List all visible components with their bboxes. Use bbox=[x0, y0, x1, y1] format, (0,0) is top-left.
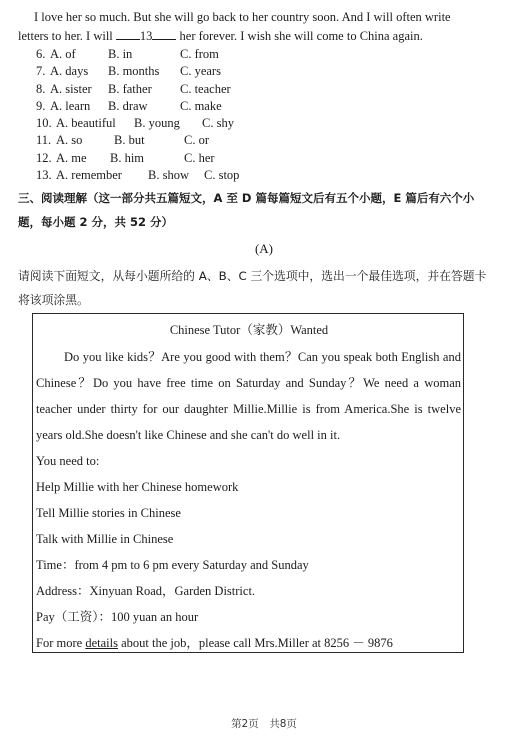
option-b: B. father bbox=[108, 81, 152, 96]
option-b: B. draw bbox=[108, 98, 148, 113]
option-c: C. shy bbox=[202, 116, 234, 131]
part-title: (A) bbox=[254, 241, 274, 256]
option-b: B. in bbox=[108, 47, 133, 61]
option-b: B. months bbox=[108, 64, 160, 79]
question-number: 13. bbox=[36, 168, 52, 183]
question-number: 9. bbox=[36, 98, 46, 113]
option-b: B. but bbox=[114, 133, 145, 148]
details-underlined-word: details bbox=[85, 636, 118, 650]
option-c: C. teacher bbox=[180, 81, 231, 96]
option-c: C. her bbox=[184, 150, 215, 165]
passage-ending bbox=[18, 8, 488, 45]
option-c: C. years bbox=[180, 64, 221, 79]
instruction-text: 请阅读下面短文，从每小题所给的 A、B、C 三个选项中，选出一个最佳选项，并在答题卡将该项涂黑。 bbox=[18, 269, 487, 307]
notice-task: Tell Millie stories in Chinese bbox=[36, 506, 181, 520]
option-a: A. days bbox=[50, 64, 89, 79]
option-c: C. stop bbox=[204, 168, 240, 183]
question-number: 11. bbox=[36, 133, 52, 148]
answer-blank bbox=[116, 26, 140, 40]
question-number: 12. bbox=[36, 150, 52, 165]
option-a: A. so bbox=[56, 133, 83, 148]
notice-pay: Pay（工资）：100 yuan an hour bbox=[36, 610, 199, 624]
notice-time: Time：from 4 pm to 6 pm every Saturday and Sunday bbox=[36, 558, 309, 572]
option-c: C. or bbox=[184, 133, 209, 148]
notice-body bbox=[36, 344, 461, 656]
notice-title: Chinese Tutor（家教）Wanted bbox=[169, 323, 329, 337]
notice-box bbox=[32, 313, 464, 653]
passage-line: letters to her. I will 13 her forever. I wish she will come to China again. bbox=[18, 26, 488, 45]
option-a: A. beautiful bbox=[56, 116, 116, 131]
question-number: 8. bbox=[36, 81, 46, 96]
question-number: 6. bbox=[36, 47, 46, 61]
page-footer: 第2页 共8页 bbox=[231, 718, 297, 730]
notice-line: You need to: bbox=[36, 454, 100, 468]
option-c: C. make bbox=[180, 98, 222, 113]
option-a: A. learn bbox=[50, 98, 91, 113]
option-a: A. me bbox=[56, 150, 87, 165]
option-a: A. remember bbox=[56, 168, 122, 183]
notice-task: Help Millie with her Chinese homework bbox=[36, 480, 239, 494]
notice-address: Address：Xinyuan Road，Garden District. bbox=[36, 584, 256, 598]
passage-line: I love her so much. But she will go back to her country soon. And I will often write bbox=[34, 10, 451, 24]
option-c: C. from bbox=[180, 47, 219, 61]
question-number: 7. bbox=[36, 64, 46, 79]
blank-number: 13 bbox=[139, 29, 153, 43]
option-b: B. him bbox=[110, 150, 145, 165]
question-number: 10. bbox=[36, 116, 52, 131]
notice-contact: For more details about the job，please call Mrs.Miller at 8256 － 9876 bbox=[36, 636, 393, 650]
answer-blank bbox=[152, 26, 176, 40]
section-heading: 三、阅读理解（这一部分共五篇短文，A 至 D 篇每篇短文后有五个小题，E 篇后有六个小题，每小题 2 分，共 52 分） bbox=[18, 191, 475, 229]
option-a: A. of bbox=[50, 47, 76, 61]
option-b: B. show bbox=[148, 168, 189, 183]
notice-task: Talk with Millie in Chinese bbox=[36, 532, 174, 546]
option-a: A. sister bbox=[50, 81, 92, 96]
notice-paragraph: Do you like kids？Are you good with them？Can you speak both English and Chinese？Do you have free time on Saturday and Sunday？We need a woman teacher under thirty for our daughter Millie.Millie is from America.She is twelve years old.She doesn't like Chinese and she can't do well in it. bbox=[36, 350, 461, 442]
option-b: B. young bbox=[134, 116, 180, 131]
